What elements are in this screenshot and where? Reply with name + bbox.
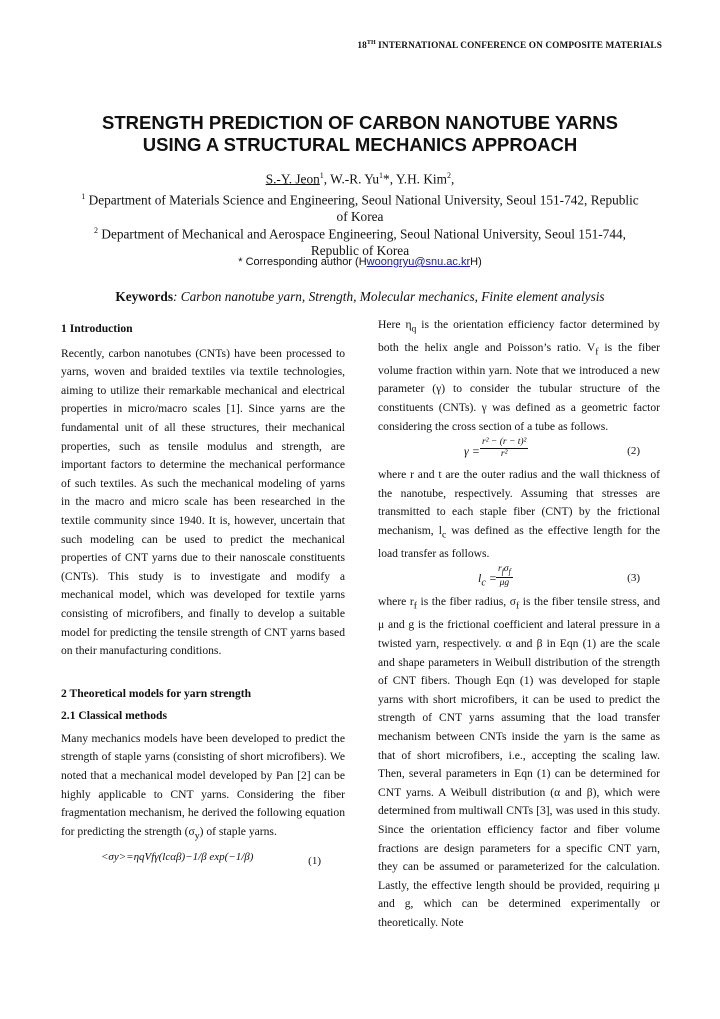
conference-header: 18TH INTERNATIONAL CONFERENCE ON COMPOSITE MATERIALS [357, 40, 662, 52]
paper-title [0, 112, 720, 156]
title-line-2: USING A STRUCTURAL MECHANICS APPROACH [142, 134, 578, 155]
subsection-heading-classical: 2.1 Classical methods [61, 709, 167, 723]
equation-3: $l_c$ = $r_f\sigma_f$ μg (3) [478, 564, 640, 589]
corresponding-author: * Corresponding author (Hwoongryu@snu.ac.krH) [238, 256, 482, 268]
left-column [61, 320, 345, 876]
affiliation-2: $^2$ Department of Mechanical and Aerospace Engineering, Seoul National University, Seoul 151-744, Republic of Korea [94, 226, 626, 259]
right-paragraph-3: where $r_f$ is the fiber radius, $\sigma_f$ is the fiber tensile stress, and μ and g is the frictional coefficient and lateral pressure in a twisted yarn, respectively. α and β in Eqn (1) are the scale and shape parameters in Weibull distribution of the strength of CNT fibers. Though Eqn (1) was developed for staple yarns with short microfibers, it can be used to predict the strength of CNT yarns assuming that the load transfer mechanism between CNTs inside the yarn is the same as that of short microfibers, i.e., accepting the scaling law. Then, several parameters in Eqn (1) can be determined for CNT yarns. A Weibull distribution (α and β), which were determined from multiwall CNTs [3], was used in this study. Since the orientation efficiency factor and fiber volume fractions are design parameters for a specific CNT yarn, they can be assumed or parameterized for the calculation. Lastly, the effective length should be provided, requiring μ and g, which can be determined experimentally or theoretically. Note [378, 595, 660, 929]
email-link[interactable]: woongryu@snu.ac.kr [366, 256, 471, 268]
equation-2-fraction: $\frac{\text{r² − (r − t)²}}{\text{r²}}$ [482, 437, 527, 460]
section-heading-introduction: 1 Introduction [61, 322, 133, 335]
right-column [378, 316, 660, 932]
classical-paragraph: Many mechanics models have been developed to predict the strength of staple yarns (consisting of short microfibers). We noted that a mechanical model developed by Pan [2] can be highly applicable to CNT yarns. Considering the fiber fragmentation mechanism, he derived the following equation for predicting the strength $(\sigma_y)$ of staple yarns. [61, 731, 345, 842]
right-paragraph-1: Here $\eta_q$ is the orientation efficiency factor determined by both the helix angle and Poisson’s ratio. $V_f$ is the fiber volume fraction within yarn. Note that we introduced a new parameter (γ) to consider the tubular structure of the constituents (CNTs). γ was defined as a geometric factor considering the cross section of a tube as follows. [378, 318, 661, 433]
section-heading-theoretical: 2 Theoretical models for yarn strength [61, 686, 252, 700]
affiliation-1: $^1$ Department of Materials Science and Engineering, Seoul National University, Seoul 151-742, Republic of Korea [81, 192, 639, 225]
title-line-1: STRENGTH PREDICTION OF CARBON NANOTUBE YARNS [102, 112, 618, 133]
right-paragraph-2: where r and t are the outer radius and the wall thickness of the nanotube, respectively. Assuming that stresses are transmitted to each staple fiber (CNT) by the frictional mechanism, $l_c$ was defined as the effective length for the load transfer as follows. [378, 468, 660, 560]
equation-2: γ = $\frac{\text{r² − (r − t)²}}{\text{r²}}$ (2) [464, 437, 640, 460]
author-list: S.-Y. Jeon$^1$, W.-R. Yu$^1$*, Y.H. Kim$^2$, [265, 171, 455, 187]
equation-1: <σy>=ηqVfγ(lcαβ)−1/β exp(−1/β) (1) [101, 850, 321, 867]
keywords-line: Keywords: Carbon nanotube yarn, Strength, Molecular mechanics, Finite element analysis [115, 289, 605, 304]
intro-paragraph: Recently, carbon nanotubes (CNTs) have been processed to yarns, woven and braided textiles via textile technologies, aiming to utilize their remarkable mechanical and electrical properties in micro/macro scales [1]. Since yarns are the fundamental unit of all these structures, their mechanical properties, such as tensile modulus and strength, are important factors to determine the mechanical performance of such textiles. As such the mechanical modeling of yarns in the macro and micro scale has been researched in the textile community since 1940. It is, however, uncertain that such modeling can be used to predict the mechanical properties of CNT yarns due to their nanoscale constituents (CNTs). This study is to investigate and modify a mechanical model, which was developed for textile yarns consisting of microfibers, and finally to develop a suitable model for predicting the tensile strength of CNT yarns based on their manufacturing conditions. [61, 346, 345, 658]
equation-3-fraction: $r_f\sigma_f$ μg [498, 564, 511, 589]
